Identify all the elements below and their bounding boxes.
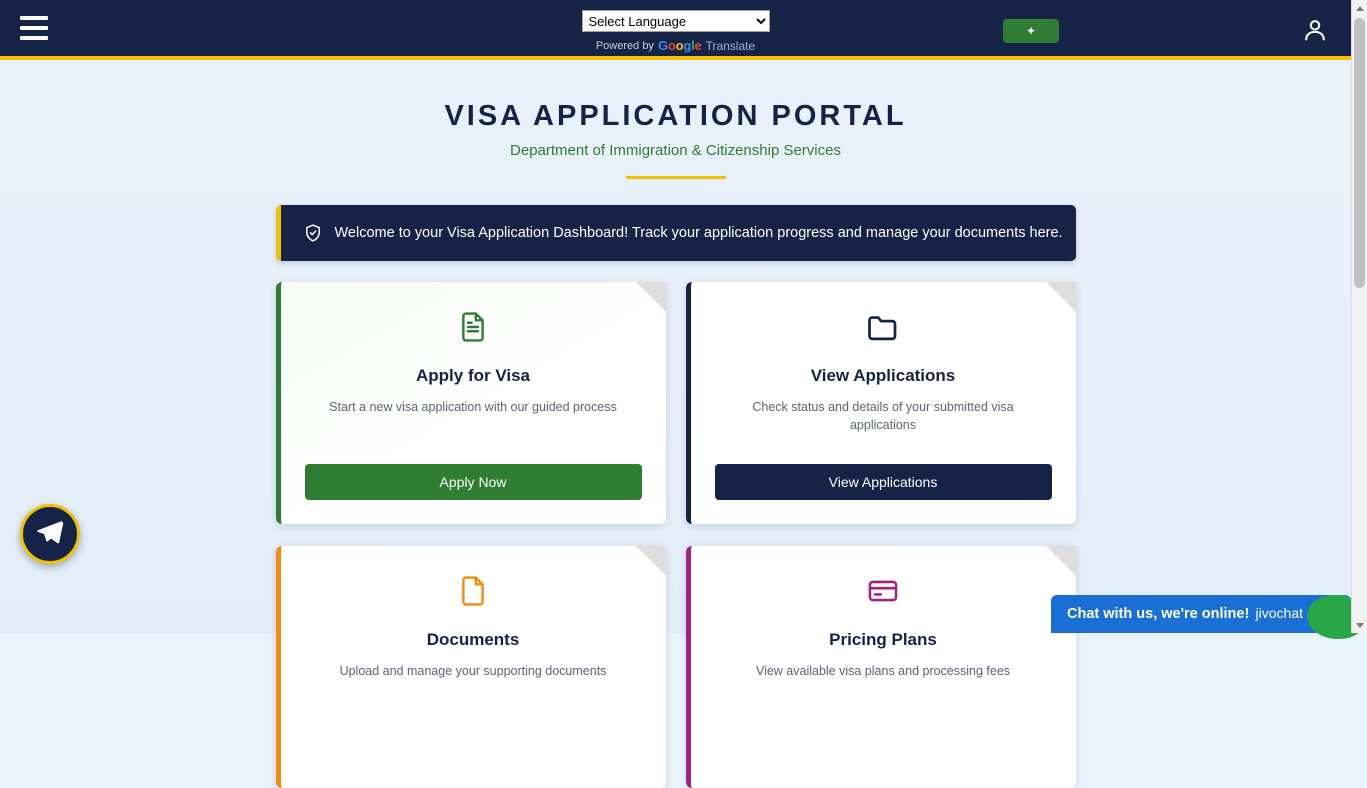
main-content — [0, 64, 1351, 788]
credit-card-icon — [715, 572, 1052, 610]
google-logo-text: Google — [657, 38, 702, 53]
telegram-paper-plane-icon — [35, 517, 65, 552]
card-description: Start a new visa application with our guided process — [329, 400, 617, 414]
shield-check-icon — [303, 222, 323, 244]
card-title: Documents — [426, 630, 520, 649]
card-title: View Applications — [810, 366, 956, 385]
view-applications-label: View Applications — [828, 474, 938, 490]
dashboard-card-grid — [276, 282, 1076, 788]
topbar-green-action-button[interactable] — [1003, 19, 1059, 43]
title-divider — [626, 176, 726, 179]
card-description: Upload and manage your supporting documents — [339, 664, 607, 678]
scrollbar-thumb[interactable] — [1354, 18, 1365, 288]
translate-label: Translate — [705, 38, 756, 53]
card-view-applications[interactable] — [686, 282, 1076, 524]
google-translate-widget — [0, 10, 1351, 53]
card-pricing-plans[interactable] — [686, 546, 1076, 788]
folder-icon — [715, 308, 1052, 346]
powered-by-label: Powered by — [595, 39, 654, 52]
chat-widget-brand: jivochat — [1255, 605, 1303, 621]
top-navigation-bar — [0, 0, 1351, 60]
apply-now-button[interactable] — [305, 464, 642, 500]
chat-widget[interactable] — [1051, 595, 1351, 633]
topbar-green-action-label: ✦ — [1025, 24, 1037, 38]
file-icon — [305, 572, 642, 610]
scroll-up-arrow-icon[interactable] — [1352, 0, 1367, 16]
view-applications-button[interactable] — [715, 464, 1052, 500]
welcome-banner — [276, 205, 1076, 261]
powered-by-google-translate — [596, 38, 755, 53]
card-title: Pricing Plans — [829, 630, 937, 649]
card-apply-for-visa[interactable] — [276, 282, 666, 524]
page-title: VISA APPLICATION PORTAL — [444, 100, 907, 132]
card-documents[interactable] — [276, 546, 666, 788]
document-lines-icon — [305, 308, 642, 346]
telegram-floating-button[interactable] — [20, 504, 80, 564]
chat-widget-message: Chat with us, we're online! — [1067, 606, 1250, 622]
user-account-icon[interactable] — [1301, 16, 1329, 44]
page-subtitle: Department of Immigration & Citizenship Services — [510, 142, 841, 159]
language-select[interactable] — [582, 10, 770, 32]
welcome-banner-text: Welcome to your Visa Application Dashboard! Track your application progress and manage your documents here. — [334, 225, 1063, 241]
scroll-down-arrow-icon[interactable] — [1352, 617, 1367, 633]
card-title: Apply for Visa — [416, 366, 530, 385]
vertical-scrollbar[interactable] — [1351, 0, 1366, 633]
card-description: View available visa plans and processing fees — [755, 664, 1011, 678]
card-description: Check status and details of your submitted visa applications — [752, 400, 1014, 432]
apply-now-label: Apply Now — [439, 474, 507, 490]
